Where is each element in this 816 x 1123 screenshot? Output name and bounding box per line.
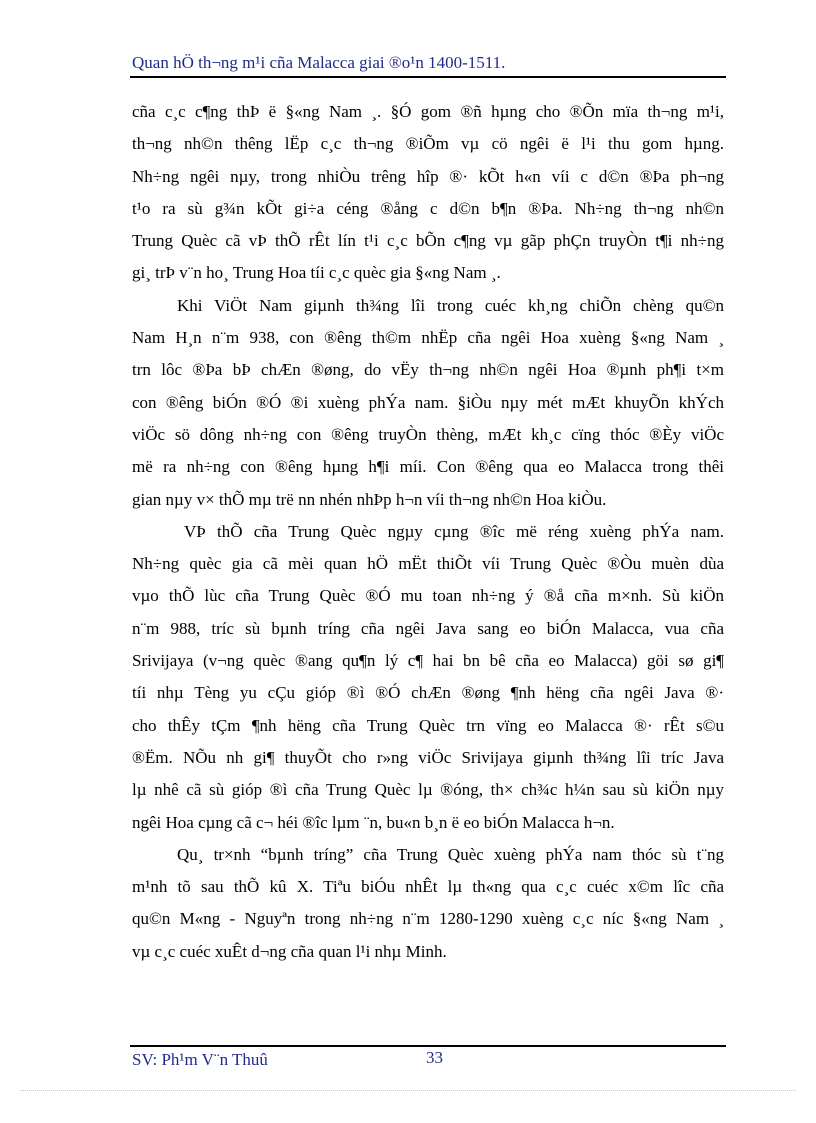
document-header	[132, 52, 724, 74]
body-line: t¹o ra sù g¾n kÕt gi÷a céng ®ång c d©n b¶n ®Þa. Nh÷ng th¬ng nh©n	[132, 198, 724, 218]
page-bottom-dotted-border	[20, 1090, 796, 1091]
body-line: Nh÷ng quèc gia cã mèi quan hÖ mËt thiÕt víi Trung Quèc ®Òu muèn dùa	[132, 554, 724, 574]
body-line: trn lôc ®Þa bÞ chÆn ®øng, do vËy th¬ng nh©n ngêi Hoa ®µnh ph¶i t×m	[132, 360, 724, 380]
body-line: Nh÷ng ngêi nµy, trong nhiÒu trêng hîp ®· kÕt h«n víi c d©n ®Þa ph¬ng	[132, 166, 724, 186]
body-line: Khi ViÖt Nam giµnh th¾ng lîi trong cuéc kh¸ng chiÕn chèng qu©n	[177, 295, 724, 315]
body-line: vµ c¸c cuéc xuÊt d¬ng cña quan l¹i nhµ Minh.	[132, 941, 447, 961]
footer-author: SV: Ph¹m V¨n Thuû	[132, 1050, 268, 1069]
body-line: gian nµy v× thÕ mµ trë nn nhén nhÞp h¬n víi th¬ng nh©n Hoa kiÒu.	[132, 489, 607, 509]
body-line: gi¸ trÞ v¨n ho¸ Trung Hoa tíi c¸c quèc gia §«ng Nam ¸.	[132, 263, 501, 283]
body-line: con ®êng biÓn ®Ó ®i xuèng phÝa nam. §iÒu nµy mét mÆt khuyÕn khÝch	[132, 392, 724, 412]
body-line: lµ nhê cã sù gióp ®ì cña Trung Quèc lµ ®óng, th× ch¾c h¼n sau sù kiÖn nµy	[132, 780, 724, 800]
body-line: n¨m 988, tríc sù bµnh tríng cña ngêi Java sang eo biÓn Malacca, vua cña	[132, 618, 724, 638]
body-line: tíi nhµ Tèng yu cÇu gióp ®ì ®Ó chÆn ®øng ¶nh hëng cña ngêi Java ®·	[132, 683, 724, 703]
body-line: ngêi Hoa cµng cã c¬ héi ®îc lµm ¨n, bu«n b¸n ë eo biÓn Malacca h¬n.	[132, 812, 615, 832]
body-line: Srivijaya (v¬ng quèc ®ang qu¶n lý c¶ hai bn bê cña eo Malacca) göi sø gi¶	[132, 651, 724, 671]
header-title: Quan hÖ th¬ng m¹i cña Malacca giai ®o¹n 1400-1511.	[132, 53, 506, 72]
body-line: Nam H¸n n¨m 938, con ®êng th©m nhËp cña ngêi Hoa xuèng §«ng Nam ¸	[132, 328, 724, 348]
body-line: Qu¸ tr×nh “bµnh tríng” cña Trung Quèc xuèng phÝa nam thóc sù t¨ng	[177, 844, 724, 864]
body-text	[132, 96, 724, 968]
body-line: më ra nh÷ng con ®êng hµng h¶i míi. Con ®êng qua eo Malacca trong thêi	[132, 457, 724, 477]
body-line: qu©n M«ng - Nguyªn trong nh÷ng n¨m 1280-1290 xuèng c¸c níc §«ng Nam ¸	[132, 909, 724, 929]
body-line: vµo thÕ lùc cña Trung Quèc ®Ó mu toan nh÷ng ý ®å cña m×nh. Sù kiÖn	[132, 586, 724, 606]
body-line: m¹nh tõ sau thÕ kû X. Tiªu biÓu nhÊt lµ th«ng qua c¸c cuéc x©m lîc cña	[132, 877, 724, 897]
body-line: th¬ng nh©n thêng lËp c¸c th¬ng ®iÕm vµ cö ngêi ë l¹i thu gom hµng.	[132, 134, 724, 154]
body-line: cña c¸c c¶ng thÞ ë §«ng Nam ¸. §Ó gom ®ñ hµng cho ®Õn mïa th¬ng m¹i,	[132, 102, 724, 121]
body-line: VÞ thÕ cña Trung Quèc ngµy cµng ®îc më réng xuèng phÝa nam.	[184, 521, 724, 541]
body-line: ®Ëm. NÕu nh gi¶ thuyÕt cho r»ng viÖc Srivijaya giµnh th¾ng lîi tríc Java	[132, 747, 724, 767]
body-line: viÖc sö dông nh÷ng con ®êng truyÒn thèng, mÆt kh¸c cïng thóc ®Èy viÖc	[132, 424, 724, 444]
header-divider	[130, 76, 726, 78]
page-number: 33	[426, 1048, 443, 1067]
body-line: cho thÊy tÇm ¶nh hëng cña Trung Quèc trn vïng eo Malacca ®· rÊt s©u	[132, 715, 724, 735]
body-line: Trung Quèc cã vÞ thÕ rÊt lín t¹i c¸c bÕn c¶ng vµ gãp phÇn truyÒn t¶i nh÷ng	[132, 231, 724, 251]
